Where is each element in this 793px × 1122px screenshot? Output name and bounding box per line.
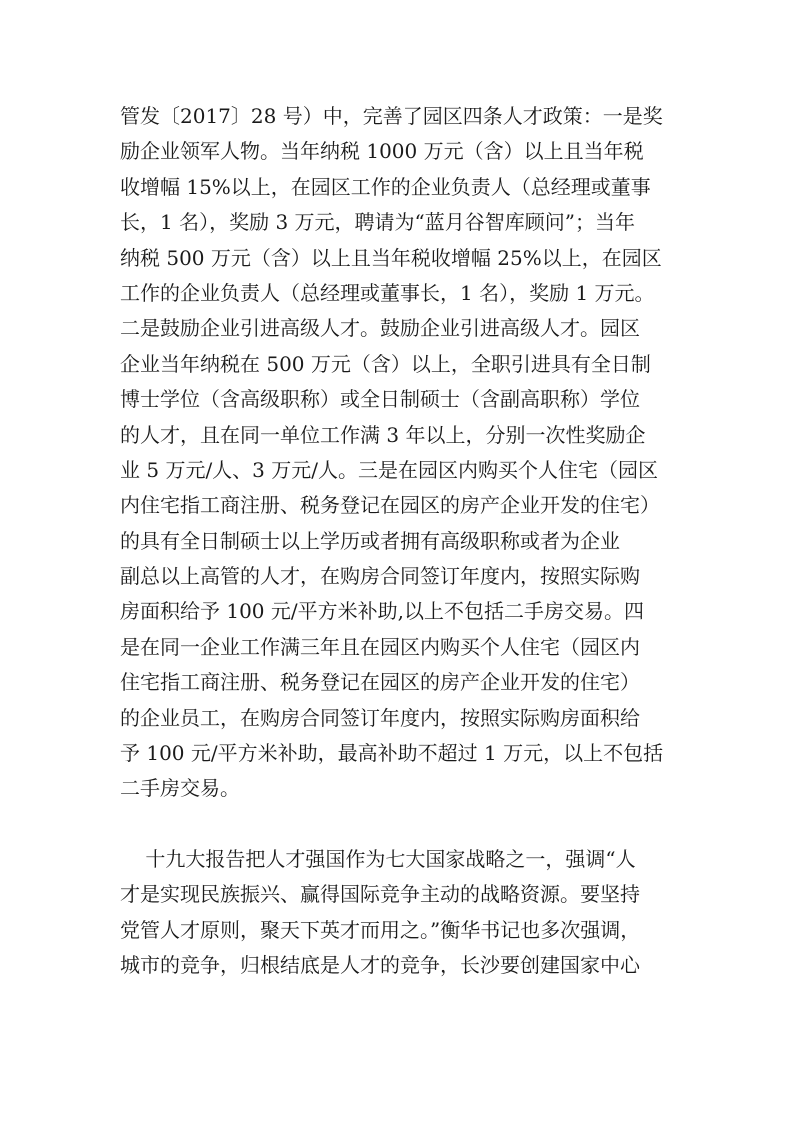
text-line: 励企业领军人物。当年纳税 1000 万元（含）以上且当年税 (120, 139, 644, 164)
text-line: 予 100 元/平方米补助，最高补助不超过 1 万元，以上不包括 (120, 741, 664, 766)
text-line: 住宅指工商注册、税务登记在园区的房产企业开发的住宅） (120, 670, 640, 695)
text-line: 房面积给予 100 元/平方米补助,以上不包括二手房交易。四 (120, 599, 644, 624)
text-line: 业 5 万元/人、3 万元/人。三是在园区内购买个人住宅（园区 (120, 457, 658, 482)
text-line: 长，1 名），奖励 3 万元，聘请为“蓝月谷智库顾问”；当年 (120, 210, 635, 235)
text-line: 内住宅指工商注册、税务登记在园区的房产企业开发的住宅） (120, 493, 660, 518)
text-line: 十九大报告把人才强国作为七大国家战略之一，强调“人 (120, 847, 636, 871)
paragraph-talent-policies (120, 99, 680, 807)
text-line: 企业当年纳税在 500 万元（含）以上，全职引进具有全日制 (120, 351, 651, 376)
text-line: 收增幅 15%以上，在园区工作的企业负责人（总经理或董事 (120, 174, 651, 199)
text-line: 的企业员工，在购房合同签订年度内，按照实际购房面积给 (120, 705, 640, 730)
text-line: 二手房交易。 (120, 776, 240, 801)
text-line: 是在同一企业工作满三年且在园区内购买个人住宅（园区内 (120, 634, 640, 659)
text-line: 纳税 500 万元（含）以上且当年税收增幅 25%以上，在园区 (120, 245, 662, 270)
paragraph-talent-strategy (120, 842, 680, 984)
text-line: 党管人才原则，聚天下英才而用之。”衡华书记也多次强调， (120, 917, 641, 942)
text-line: 的人才，且在同一单位工作满 3 年以上，分别一次性奖励企 (120, 422, 646, 447)
text-line: 才是实现民族振兴、赢得国际竞争主动的战略资源。要坚持 (120, 882, 640, 907)
text-line: 工作的企业负责人（总经理或董事长，1 名），奖励 1 万元。 (120, 280, 655, 305)
text-line: 的具有全日制硕士以上学历或者拥有高级职称或者为企业 (120, 528, 620, 553)
text-line: 副总以上高管的人才，在购房合同签订年度内，按照实际购 (120, 564, 640, 589)
text-line: 城市的竞争，归根结底是人才的竞争，长沙要创建国家中心 (120, 953, 640, 978)
text-line: 二是鼓励企业引进高级人才。鼓励企业引进高级人才。园区 (120, 316, 640, 341)
text-line: 博士学位（含高级职称）或全日制硕士（含副高职称）学位 (120, 387, 640, 412)
text-line: 管发〔2017〕28 号）中，完善了园区四条人才政策：一是奖 (120, 104, 663, 128)
